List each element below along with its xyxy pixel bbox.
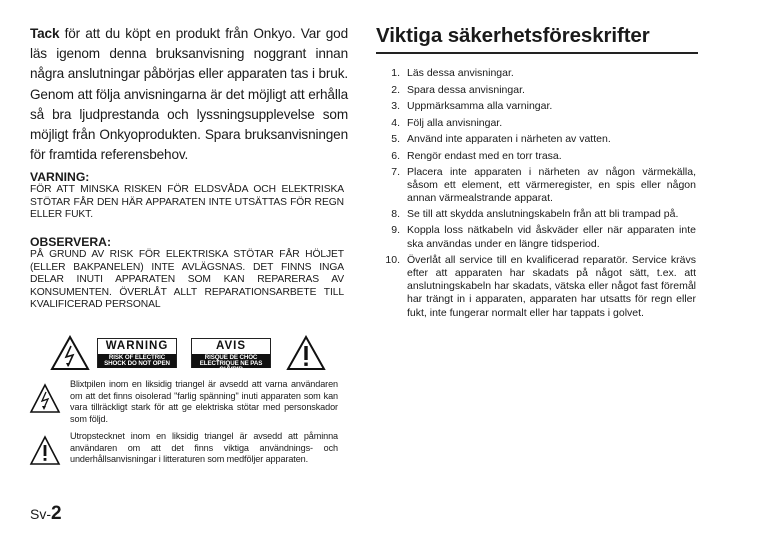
exclamation-explanation: Utropstecknet inom en liksidig triangel är avsedd att påminna användaren om att det finns viktiga användnings- och underhållsanvisningar i litteraturen som medföljer apparaten. xyxy=(70,431,338,465)
item-number: 2. xyxy=(391,83,400,96)
item-number: 9. xyxy=(391,224,400,237)
lightning-triangle-icon xyxy=(29,383,61,415)
item-text: Se till att skydda anslutningskabeln från att bli trampad på. xyxy=(407,208,679,221)
item-number: 3. xyxy=(391,100,400,113)
exclamation-triangle-icon xyxy=(29,435,61,467)
lightning-triangle-icon xyxy=(50,335,90,371)
page-number xyxy=(30,503,62,525)
list-item xyxy=(376,131,696,148)
intro-bold-word: Tack xyxy=(30,26,60,41)
item-text: Läs dessa anvisningar. xyxy=(407,67,514,79)
warning-label xyxy=(97,338,177,368)
item-number: 1. xyxy=(391,67,400,79)
title-divider xyxy=(376,52,698,54)
list-item xyxy=(376,65,696,82)
list-item xyxy=(376,208,696,221)
page-prefix: Sv- xyxy=(30,506,51,522)
intro-paragraph xyxy=(30,24,348,165)
safety-instructions-list xyxy=(376,65,696,323)
item-text: Spara dessa anvisningar. xyxy=(407,83,525,96)
item-text: Uppmärksamma alla varningar. xyxy=(407,100,553,113)
warning-label-subtitle: RISK OF ELECTRIC SHOCK DO NOT OPEN xyxy=(98,354,176,368)
caution-text: PÅ GRUND AV RISK FÖR ELEKTRISKA STÖTAR FÅR HÖLJET (ELLER BAKPANELEN) INTE AVLÄGSNAS. DET FINNS INGA DELAR INUTI APPARATEN SOM KAN REPARERAS AV KONSUMENTEN. ÖVERLÅT ALLT REPARATIONSARBETE TILL KVALIFICERAD PERSONAL xyxy=(30,249,344,311)
exclamation-triangle-icon xyxy=(286,335,326,371)
avis-label-title: AVIS xyxy=(216,340,246,352)
lightning-explanation: Blixtpilen inom en liksidig triangel är avsedd att varna användaren om att det finns oisolerad "farlig spänning" inuti apparaten som kan vara tillräckligt stark för att ge elektriska stötar med personskador som följd. xyxy=(70,379,338,424)
list-item xyxy=(376,82,696,99)
item-text: Använd inte apparaten i närheten av vatten. xyxy=(407,133,611,146)
list-item xyxy=(376,166,696,206)
warning-text: FÖR ATT MINSKA RISKEN FÖR ELDSVÅDA OCH ELEKTRISKA STÖTAR FÅR DEN HÄR APPARATEN INTE UTSÄTTAS FÖR REGN ELLER FUKT. xyxy=(30,184,344,221)
item-number: 8. xyxy=(391,208,400,221)
list-item xyxy=(376,115,696,132)
item-text: Överlåt all service till en kvalificerad reparatör. Service krävs efter att apparaten har skadats på något sätt, t.ex. att anslutningskabeln har skadats, vätska eller något fast föremål har trängt in i apparaten, apparaten har utsatts för regn eller fukt, inte fungerar normalt eller har tappats i golvet. xyxy=(407,253,696,319)
item-number: 10. xyxy=(385,253,400,266)
item-text: Koppla loss nätkabeln vid åskväder eller när apparaten inte ska användas under en längre tidsperiod. xyxy=(407,224,696,250)
warning-heading: VARNING: xyxy=(30,170,90,184)
item-number: 4. xyxy=(391,116,400,129)
list-item xyxy=(376,98,696,115)
item-text: Placera inte apparaten i närheten av någon värmekälla, såsom ett element, ett värmeregister, en spis eller någon annan värmealstrande apparat. xyxy=(407,165,696,204)
caution-heading: OBSERVERA: xyxy=(30,235,112,249)
item-text: Följ alla anvisningar. xyxy=(407,116,503,129)
item-text: Rengör endast med en torr trasa. xyxy=(407,149,562,162)
avis-label xyxy=(191,338,271,374)
intro-text: för att du köpt en produkt från Onkyo. Var god läs igenom denna bruksanvisning noggrant innan några anslutningar påbörjas eller apparaten tas i bruk. Genom att följa anvisningarna är det möjligt att erhålla så bra ljudprestanda och lyssningsupplevelse som möjligt från Onkyoprodukten. Spara bruksanvisningen för framtida referensbehov. xyxy=(30,26,348,163)
item-number: 5. xyxy=(391,133,400,146)
warning-label-title: WARNING xyxy=(105,340,169,352)
list-item xyxy=(376,224,696,250)
page-digit: 2 xyxy=(51,503,62,524)
item-number: 7. xyxy=(391,165,400,178)
list-item xyxy=(376,148,696,165)
section-title: Viktiga säkerhetsföreskrifter xyxy=(376,24,650,47)
avis-label-subtitle: RISQUE DE CHOC ELECTRIQUE NE PAS OUVRIR xyxy=(192,354,270,368)
item-number: 6. xyxy=(391,149,400,162)
list-item xyxy=(376,254,696,320)
